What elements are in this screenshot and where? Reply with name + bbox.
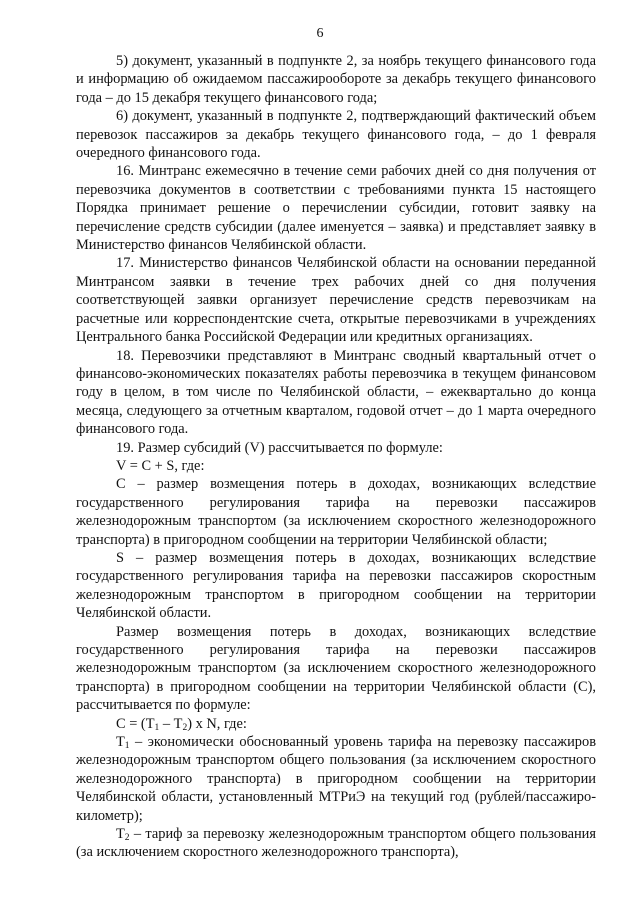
- paragraph-item-6: 6) документ, указанный в подпункте 2, подтверждающий фактический объем перевозок пассажиров за декабрь текущего финансового года, – до 1 февраля очередного финансового года.: [76, 108, 596, 162]
- page-number: 6: [316, 26, 324, 41]
- paragraph-16: 16. Минтранс ежемесячно в течение семи рабочих дней со дня получения от перевозчика документов в соответствии с требованиями пункта 15 настоящего Порядка принимает решение о перечислении субсидии, готовит заявку на перечисление средств субсидии (далее именуется – заявка) и представляет заявку в Министерство финансов Челябинской области.: [76, 163, 596, 254]
- formula-c-minus: – Т: [159, 715, 183, 732]
- formula-c: [76, 715, 596, 733]
- definition-s: S – размер возмещения потерь в доходах, возникающих вследствие государственного регулирования тарифа на перевозки пассажиров скоростным железнодорожным транспортом в пригородном сообщении на территории Челябинской области.: [76, 549, 596, 622]
- definition-t1: [76, 733, 596, 825]
- c-calculation-intro: Размер возмещения потерь в доходах, возникающих вследствие государственного регулирования тарифа на перевозки пассажиров железнодорожным транспортом (за исключением скоростного железнодорожного транспорта) в пригородном сообщении на территории Челябинской области (С), рассчитывается по формуле:: [76, 623, 596, 714]
- t2-text: – тариф за перевозку железнодорожным транспортом общего пользования (за исключением скоростного железнодорожного транспорта),: [76, 826, 596, 861]
- t2-subscript: 2: [124, 833, 130, 844]
- t1-text: – экономически обоснованный уровень тарифа на перевозку пассажиров железнодорожным транспортом общего пользования (за исключением скоростного железнодорожного транспорта) в пригородном сообщении на территории Челябинской области, установленный МТРиЭ на текущий год (рублей/пассажиро-километр);: [76, 734, 596, 824]
- document-body: [76, 52, 596, 862]
- formula-v: V = C + S, где:: [116, 457, 205, 474]
- t1-symbol: Т: [116, 734, 125, 751]
- paragraph-19: 19. Размер субсидий (V) рассчитывается по формуле:: [116, 439, 443, 456]
- paragraph-18: 18. Перевозчики представляют в Минтранс сводный квартальный отчет о финансово-экономических показателях работы перевозчика в текущем финансовом году в целом, в том числе по Челябинской области, – ежеквартально до конца месяца, следующего за отчетным кварталом, годовой отчет – до 1 марта очередного финансового года.: [76, 347, 596, 438]
- paragraph-item-5: 5) документ, указанный в подпункте 2, за ноябрь текущего финансового года и информацию об ожидаемом пассажирообороте за декабрь текущего финансового года – до 15 декабря текущего финансового года;: [76, 53, 596, 106]
- formula-c-sub1: 1: [154, 722, 160, 733]
- definition-t2: [76, 825, 596, 862]
- formula-c-rhs: ) x N, где:: [187, 715, 247, 732]
- t1-subscript: 1: [124, 741, 130, 752]
- formula-c-sub2: 2: [182, 722, 188, 733]
- formula-c-lhs: С = (Т: [116, 715, 155, 732]
- t2-symbol: Т: [116, 826, 125, 843]
- paragraph-17: 17. Министерство финансов Челябинской области на основании переданной Минтрансом заявки в течение трех рабочих дней со дня получения соответствующей заявки организует перечисление средств перевозчикам на расчетные или корреспондентские счета, открытые перевозчиками в учреждениях Центрального банка Российской Федерации или кредитных организациях.: [76, 255, 596, 346]
- definition-c: С – размер возмещения потерь в доходах, возникающих вследствие государственного регулирования тарифа на перевозки пассажиров железнодорожным транспортом (за исключением скоростного железнодорожного транспорта) в пригородном сообщении на территории Челябинской области;: [76, 476, 596, 548]
